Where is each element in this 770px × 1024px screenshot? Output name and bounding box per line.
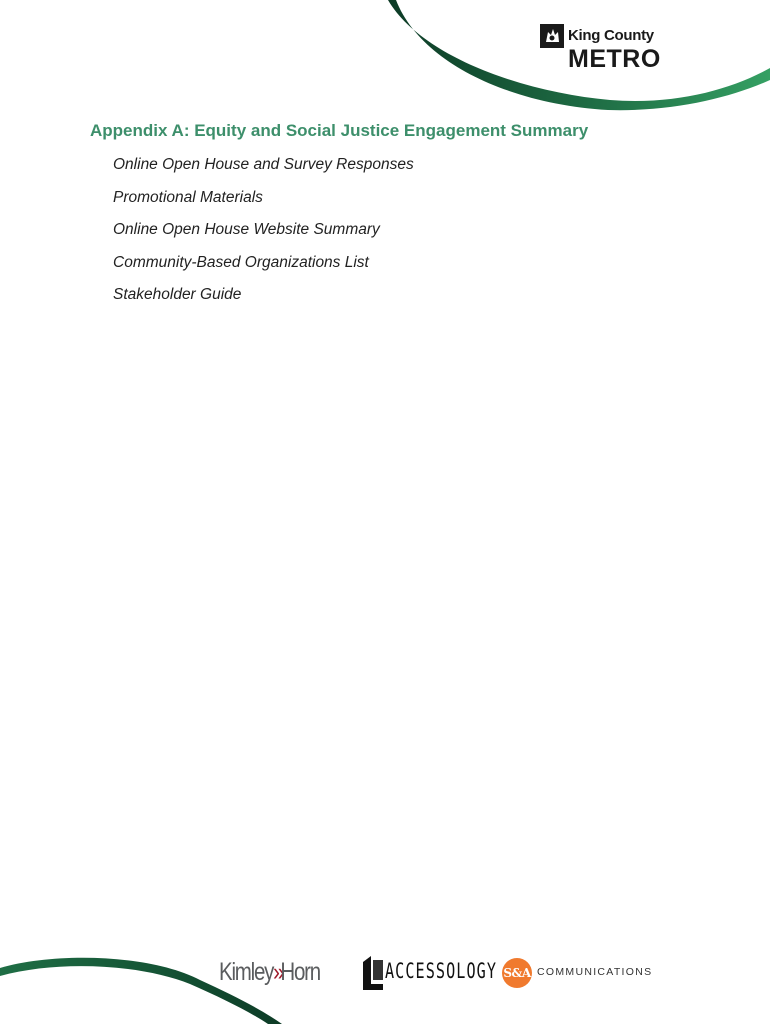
sa-communications-mark: S&A — [502, 958, 532, 988]
contents-item: Online Open House Website Summary — [113, 221, 380, 238]
kimley-horn-logo — [219, 958, 320, 987]
kimley-chevron-icon: » — [273, 958, 281, 986]
king-county-crown-logo — [540, 24, 564, 48]
accessology-mark-icon — [361, 956, 385, 990]
accessology-logo: ACCESSOLOGY — [385, 959, 498, 983]
contents-item: Promotional Materials — [113, 188, 263, 206]
kimley-text: Kimley — [219, 958, 274, 986]
logo-line-metro: METRO — [568, 45, 661, 73]
contents-item: Online Open House and Survey Responses — [113, 156, 414, 173]
appendix-heading: Appendix A: Equity and Social Justice Engagement Summary — [90, 121, 589, 140]
contents-item: Community-Based Organizations List — [113, 253, 369, 271]
logo-line-king-county: King County — [568, 27, 654, 44]
king-county-metro-logo — [540, 22, 690, 74]
sa-communications-logo: COMMUNICATIONS — [537, 966, 653, 978]
horn-text: Horn — [280, 958, 320, 986]
appendix-contents-list — [113, 155, 414, 318]
contents-item: Stakeholder Guide — [113, 286, 242, 303]
